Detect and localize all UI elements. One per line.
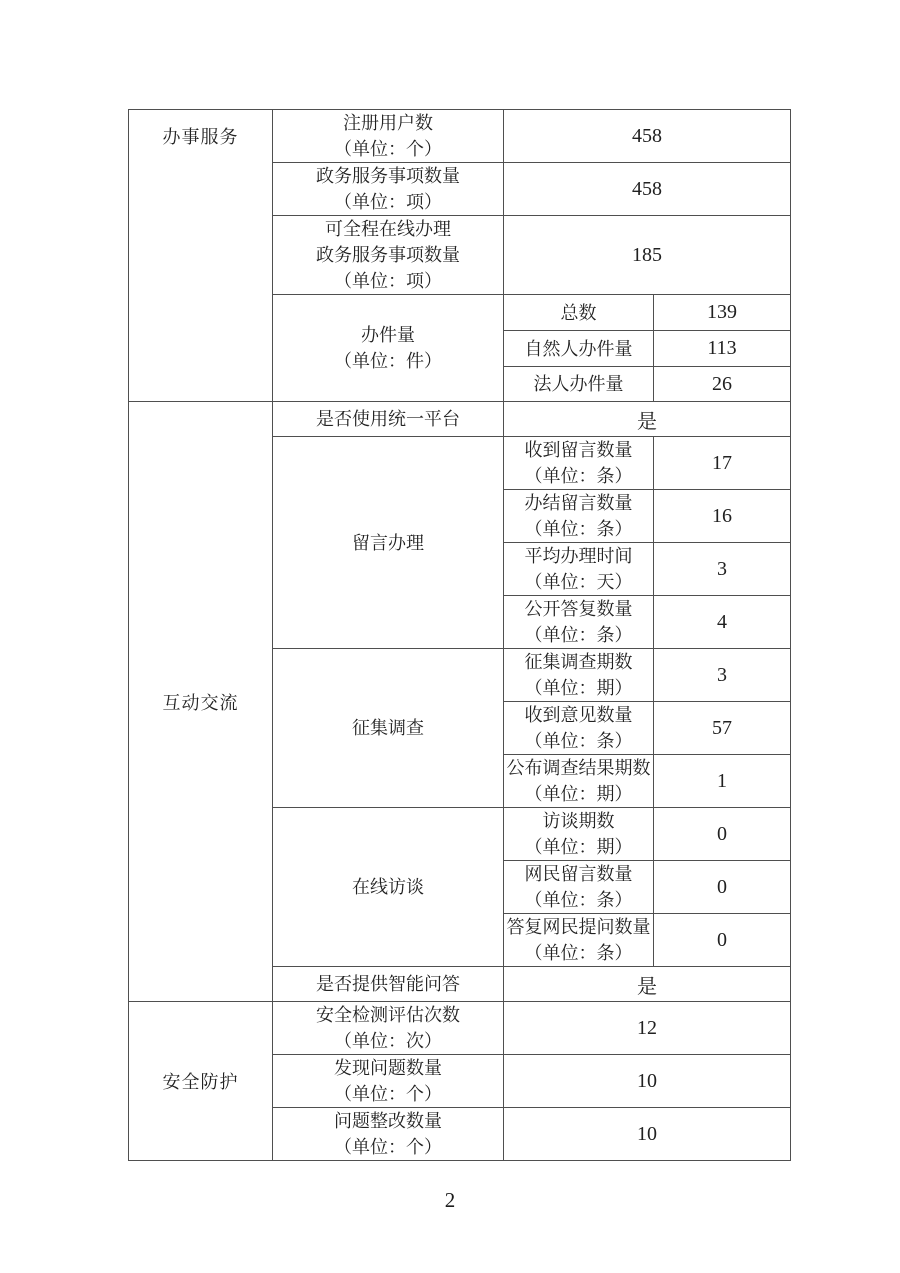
table-row: [129, 1002, 791, 1055]
sub-indicator-label-cell: 自然人办件量: [504, 331, 654, 367]
indicator-label-line: 安全检测评估次数: [316, 1005, 460, 1025]
indicator-unit-line: （单位：条）: [524, 943, 633, 963]
category-label: 互动交流: [162, 692, 239, 713]
indicator-label-line: 政务服务事项数量: [316, 166, 460, 186]
indicator-label-cell: [273, 1055, 504, 1108]
sub-indicator-value-cell: 17: [654, 437, 791, 490]
group-unit-line: （单位：件）: [334, 351, 442, 371]
group-label-cell-message-handling: 留言办理: [273, 437, 504, 649]
sub-indicator-value-cell: 3: [654, 649, 791, 702]
indicator-unit-line: （单位：条）: [524, 625, 633, 645]
table-row: [129, 402, 791, 437]
indicator-label-line: 答复网民提问数量: [506, 917, 651, 937]
sub-indicator-label-cell: [504, 490, 654, 543]
sub-indicator-label-cell: [504, 596, 654, 649]
indicator-label-line: 可全程在线办理: [325, 219, 451, 239]
group-label-cell-banjianliang: [273, 295, 504, 402]
indicator-value-cell: 10: [504, 1055, 791, 1108]
sub-indicator-label-cell: [504, 914, 654, 967]
indicator-unit-line: （单位：期）: [524, 678, 633, 698]
indicator-label-line: 政务服务事项数量: [316, 245, 460, 265]
sub-indicator-value-cell: 26: [654, 367, 791, 402]
sub-indicator-label-cell: 总数: [504, 295, 654, 331]
page-number: 2: [444, 1188, 456, 1212]
indicator-label-line: 征集调查期数: [524, 652, 633, 672]
indicator-unit-line: （单位：项）: [334, 192, 442, 212]
sub-indicator-label-cell: 法人办件量: [504, 367, 654, 402]
sub-indicator-value-cell: 16: [654, 490, 791, 543]
indicator-label-cell: [273, 110, 504, 163]
category-label: 安全防护: [162, 1072, 239, 1092]
indicator-unit-line: （单位：个）: [334, 139, 442, 159]
indicator-value-cell: 是: [504, 967, 791, 1002]
indicator-unit-line: （单位：条）: [524, 466, 633, 486]
indicator-label-cell: 是否使用统一平台: [273, 402, 504, 437]
indicator-unit-line: （单位：个）: [334, 1137, 442, 1157]
group-label-line: 办件量: [361, 325, 415, 345]
indicator-label-line: 办结留言数量: [524, 493, 633, 513]
sub-indicator-value-cell: 0: [654, 861, 791, 914]
sub-indicator-label-cell: [504, 755, 654, 808]
indicator-unit-line: （单位：条）: [524, 890, 633, 910]
table-row: [129, 110, 791, 163]
indicator-label-line: 公开答复数量: [524, 599, 633, 619]
indicator-label-cell: [273, 216, 504, 295]
sub-indicator-value-cell: 0: [654, 914, 791, 967]
indicator-value-cell: 12: [504, 1002, 791, 1055]
indicator-value-cell: 是: [504, 402, 791, 437]
sub-indicator-label-cell: [504, 808, 654, 861]
sub-indicator-label-cell: [504, 861, 654, 914]
indicator-label-cell: [273, 163, 504, 216]
indicator-value-cell: 10: [504, 1108, 791, 1161]
indicator-unit-line: （单位：次）: [334, 1031, 442, 1051]
group-label-cell-online-interview: 在线访谈: [273, 808, 504, 967]
indicator-label-cell: [273, 1002, 504, 1055]
indicator-unit-line: （单位：条）: [524, 731, 633, 751]
sub-indicator-value-cell: 3: [654, 543, 791, 596]
indicator-unit-line: （单位：项）: [334, 271, 442, 291]
indicator-label-line: 收到意见数量: [524, 705, 633, 725]
category-security: [129, 1002, 273, 1161]
sub-indicator-value-cell: 139: [654, 295, 791, 331]
indicator-label-line: 网民留言数量: [524, 864, 633, 884]
sub-indicator-value-cell: 4: [654, 596, 791, 649]
indicator-value-cell: 185: [504, 216, 791, 295]
sub-indicator-label-cell: [504, 649, 654, 702]
indicator-label-line: 访谈期数: [542, 811, 615, 831]
category-label: 办事服务: [162, 127, 239, 147]
indicator-label-line: 发现问题数量: [334, 1058, 442, 1078]
group-label-cell-survey: 征集调查: [273, 649, 504, 808]
indicator-table: [128, 109, 791, 1161]
indicator-label-cell: [273, 1108, 504, 1161]
indicator-unit-line: （单位：天）: [524, 572, 633, 592]
indicator-unit-line: （单位：期）: [524, 784, 633, 804]
indicator-unit-line: （单位：条）: [524, 519, 633, 539]
indicator-label-line: 问题整改数量: [334, 1111, 442, 1131]
category-interaction: [129, 402, 273, 1002]
sub-indicator-value-cell: 1: [654, 755, 791, 808]
indicator-value-cell: 458: [504, 163, 791, 216]
sub-indicator-value-cell: 0: [654, 808, 791, 861]
indicator-label-line: 公布调查结果期数: [506, 758, 651, 778]
indicator-value-cell: 458: [504, 110, 791, 163]
indicator-unit-line: （单位：个）: [334, 1084, 442, 1104]
indicator-label-line: 平均办理时间: [524, 546, 633, 566]
indicator-label-line: 收到留言数量: [524, 440, 633, 460]
sub-indicator-value-cell: 113: [654, 331, 791, 367]
sub-indicator-value-cell: 57: [654, 702, 791, 755]
sub-indicator-label-cell: [504, 543, 654, 596]
indicator-unit-line: （单位：期）: [524, 837, 633, 857]
category-office-services: [129, 110, 273, 402]
indicator-label-cell: 是否提供智能问答: [273, 967, 504, 1002]
indicator-label-line: 注册用户数: [343, 113, 433, 133]
sub-indicator-label-cell: [504, 437, 654, 490]
sub-indicator-label-cell: [504, 702, 654, 755]
